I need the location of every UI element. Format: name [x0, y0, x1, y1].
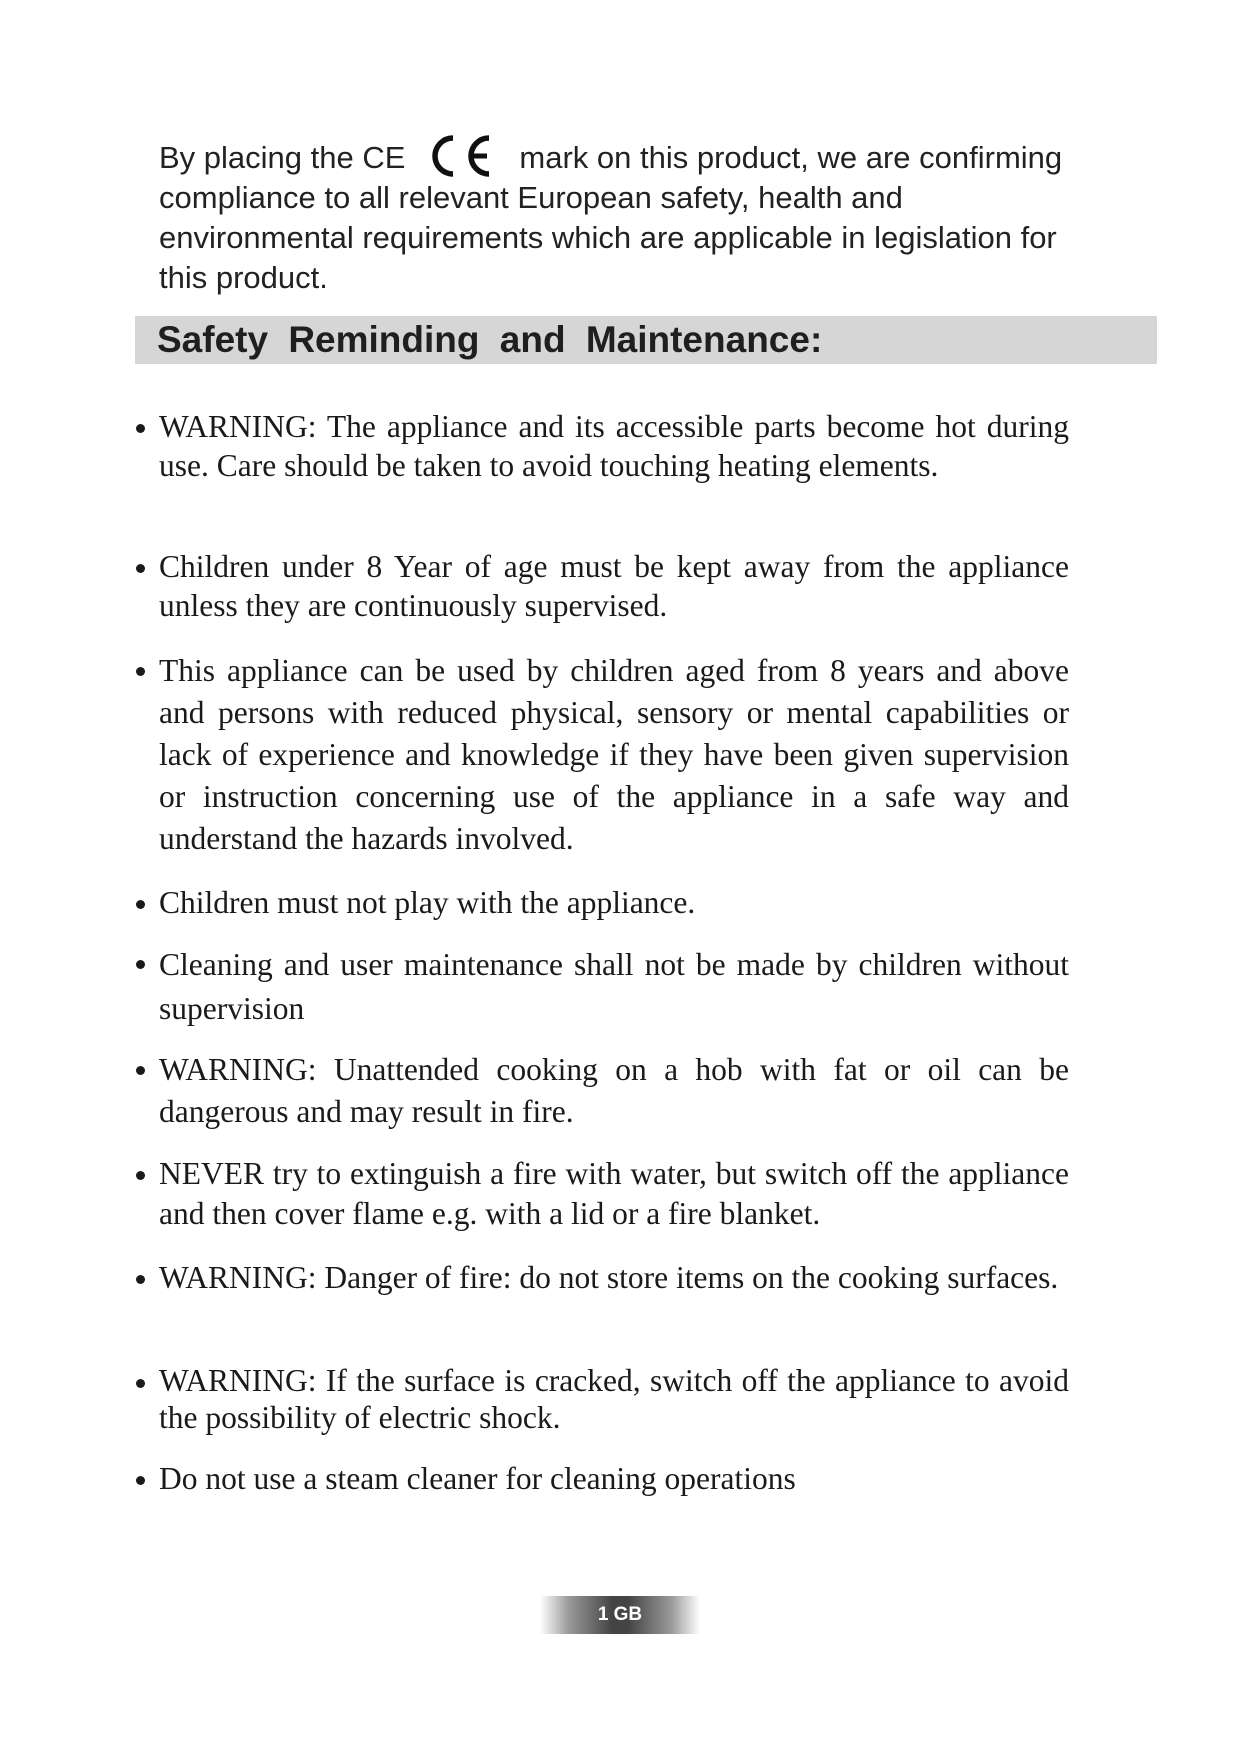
list-item-supervised-use: This appliance can be used by children aged from 8 years and above and persons with reduced physical, sensory or mental capabilities or lack of experience and knowledge if they have been given supervision or instruction concerning use of the appliance in a safe way and understand the hazards involved.	[159, 650, 1069, 860]
list-item-children-under-8: Children under 8 Year of age must be kept away from the appliance unless they are continuously supervised.	[159, 549, 1069, 623]
ce-statement-lead: By placing the CE	[159, 140, 406, 175]
list-item-cracked-surface: WARNING: If the surface is cracked, switch off the appliance to avoid the possibility of electric shock.	[159, 1363, 1069, 1435]
list-item-fire-danger: WARNING: Danger of fire: do not store items on the cooking surfaces.	[159, 1258, 1069, 1298]
list-item-hot-parts-warning: WARNING: The appliance and its accessible parts become hot during use. Care should be taken to avoid touching heating elements.	[159, 409, 1069, 483]
ce-compliance-statement	[159, 134, 1099, 298]
ce-statement-rest: mark on this product, we are confirming compliance to all relevant European safety, health and environmental requirements which are applicable in legislation for this product.	[159, 140, 1063, 295]
ce-mark-icon	[427, 134, 497, 178]
list-item-no-play: Children must not play with the appliance.	[159, 883, 1069, 923]
page-number: 1 GB	[597, 1604, 643, 1625]
list-item-never-water: NEVER try to extinguish a fire with water, but switch off the appliance and then cover flame e.g. with a lid or a fire blanket.	[159, 1154, 1069, 1234]
list-item-cleaning-supervision: Cleaning and user maintenance shall not be made by children without supervision	[159, 943, 1069, 1031]
list-item-no-steam-cleaner: Do not use a steam cleaner for cleaning operations	[159, 1459, 1069, 1499]
section-title: Safety Reminding and Maintenance:	[157, 319, 823, 360]
list-item-fat-oil-warning: WARNING: Unattended cooking on a hob with fat or oil can be dangerous and may result in fire.	[159, 1049, 1069, 1133]
